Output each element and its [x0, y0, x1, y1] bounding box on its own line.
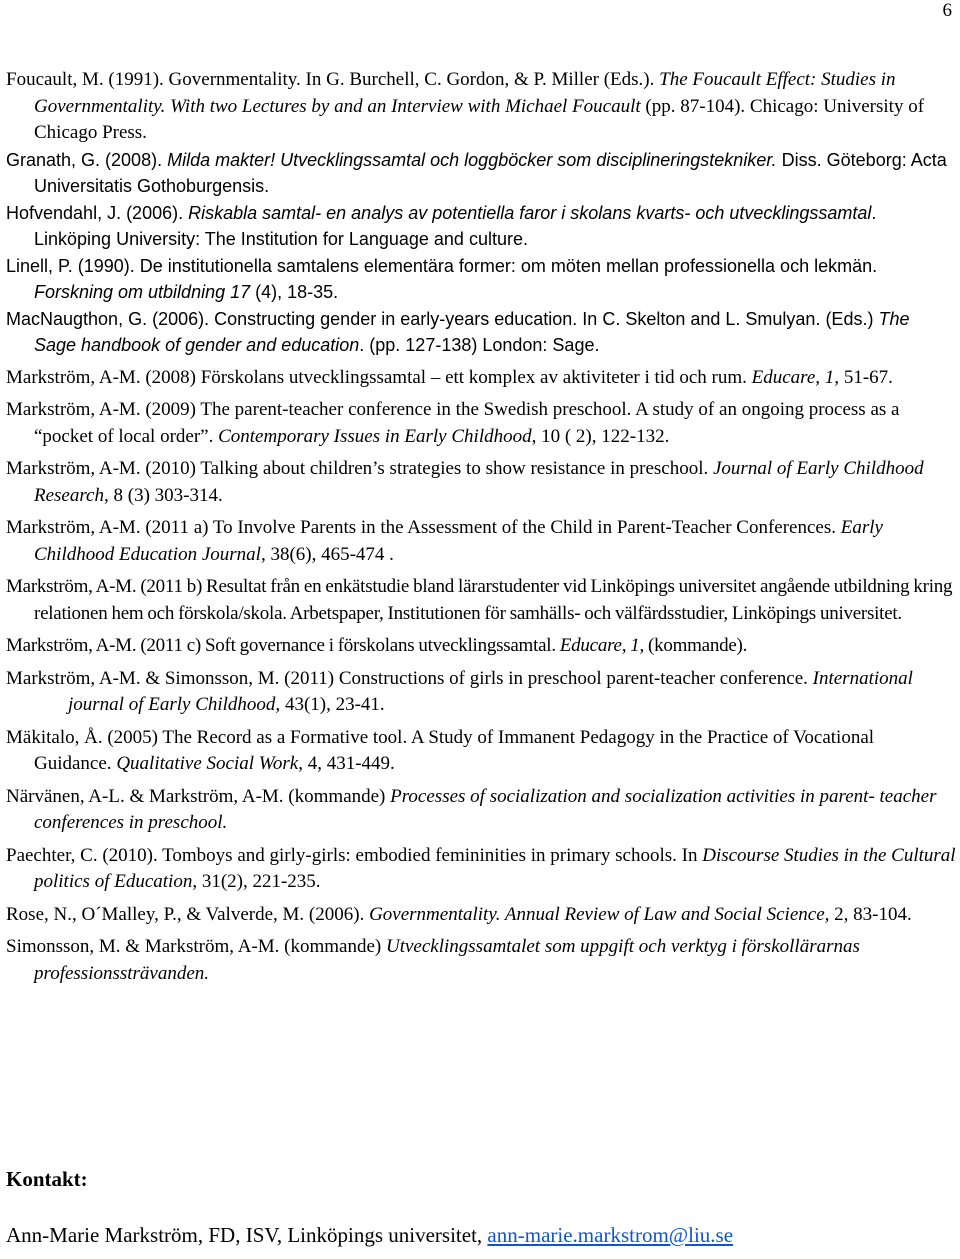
reference-title: Qualitative Social Work,	[116, 753, 303, 774]
reference-title: Discourse Studies in the Cultural politics of Education	[34, 844, 956, 892]
reference-item	[6, 934, 956, 987]
reference-item	[6, 666, 956, 719]
reference-text: Närvänen, A-L. & Markström, A-M. (kommande)	[6, 785, 391, 807]
page-number: 6	[942, 0, 952, 21]
reference-text: Paechter, C. (2010). Tomboys and girly-girls: embodied femininities in primary schools. In	[6, 844, 703, 866]
reference-item	[6, 456, 956, 509]
reference-text: , 38(6), 465-474 .	[260, 543, 394, 565]
reference-text: Markström, A-M. (2011 b) Resultat från en enkätstudie bland lärarstudenter vid Linköpings universitet angående utbildning kring relationen hem och förskola/skola. Arbetspaper, Institutionen för samhälls- och välfärdsstudier, Linköpings universitet.	[6, 576, 953, 624]
reference-item	[6, 397, 956, 450]
reference-item	[6, 306, 956, 359]
reference-text: Linell, P. (1990). De institutionella samtalens elementära former: om möten mellan professionella och lekmän.	[6, 255, 878, 276]
reference-text: 51-67.	[839, 366, 893, 388]
reference-text: 43(1), 23-41.	[280, 694, 385, 715]
reference-title: Educare, 1,	[559, 635, 644, 656]
reference-item	[6, 902, 956, 929]
reference-text: (kommande).	[644, 635, 748, 656]
contact-email-link[interactable]: ann-marie.markstrom@liu.se	[487, 1223, 734, 1247]
reference-item	[6, 633, 956, 660]
reference-text: Markström, A-M. (2010) Talking about children’s strategies to show resistance in preschool.	[6, 458, 713, 479]
reference-text: Markström, A-M. & Simonsson, M. (2011) Constructions of girls in preschool parent-teacher conference.	[6, 667, 813, 689]
reference-title: Early Childhood Education Journal	[34, 517, 883, 565]
reference-text: , 8 (3) 303-314.	[104, 484, 223, 506]
reference-text: Markström, A-M. (2008) Förskolans utvecklingssamtal – ett komplex av aktiviteter i tid och rum.	[6, 366, 752, 388]
reference-text: . Linköping University: The Institution for Language and culture.	[34, 202, 877, 249]
reference-text: 2, 83-104.	[829, 903, 912, 925]
reference-title: Milda makter! Utvecklingssamtal och loggböcker som disciplineringstekniker.	[167, 149, 777, 170]
reference-text: Granath, G. (2008).	[6, 149, 168, 170]
reference-item	[6, 365, 956, 392]
reference-text: (4), 18-35.	[250, 282, 339, 302]
contact-text: Ann-Marie Markström, FD, ISV, Linköpings universitet,	[6, 1223, 488, 1247]
reference-title: Forskning om utbildning 17	[34, 282, 251, 302]
reference-text: Markström, A-M. (2011 c) Soft governance i förskolans utvecklingssamtal.	[6, 635, 560, 656]
reference-item	[6, 515, 956, 568]
reference-text: , 31(2), 221-235.	[192, 871, 321, 892]
reference-text: . (pp. 127-138) London: Sage.	[359, 335, 600, 355]
reference-item	[6, 784, 956, 837]
reference-title: Utvecklingssamtalet som uppgift och verktyg i förskollärarnas professionssträvanden.	[34, 936, 860, 984]
reference-item	[6, 253, 956, 306]
reference-text: Rose, N., O´Malley, P., & Valverde, M. (2006).	[6, 903, 370, 925]
reference-title: Contemporary Issues in Early Childhood	[218, 425, 532, 447]
reference-item	[6, 843, 956, 896]
reference-item	[6, 147, 956, 200]
reference-text: Hofvendahl, J. (2006).	[6, 202, 189, 223]
reference-text: Simonsson, M. & Markström, A-M. (kommande)	[6, 936, 386, 957]
reference-text: , 10 ( 2), 122-132.	[531, 425, 670, 447]
reference-text: MacNaugthon, G. (2006). Constructing gender in early-years education. In C. Skelton and L. Smulyan. (Eds.)	[6, 308, 879, 329]
reference-title: Riskabla samtal- en analys av potentiella faror i skolans kvarts- och utvecklingssamtal	[188, 202, 872, 223]
reference-text: 4, 431-449.	[302, 753, 395, 774]
reference-title: International journal of Early Childhood,	[68, 667, 913, 715]
reference-text: Foucault, M. (1991). Governmentality. In G. Burchell, C. Gordon, & P. Miller (Eds.).	[6, 69, 660, 90]
reference-text: Markström, A-M. (2009) The parent-teacher conference in the Swedish preschool. A study of an ongoing process as a “pocket of local order”.	[6, 399, 900, 447]
reference-title: Processes of socialization and socialization activities in parent- teacher conferences in preschool.	[34, 785, 937, 833]
reference-text: Diss. Göteborg: Acta Universitatis Gothoburgensis.	[34, 149, 947, 196]
contact-line	[6, 1222, 733, 1249]
reference-item	[6, 725, 956, 778]
reference-item	[6, 200, 956, 253]
reference-list	[6, 67, 956, 987]
reference-title: The Sage handbook of gender and education	[34, 308, 910, 355]
reference-text: Markström, A-M. (2011 a) To Involve Parents in the Assessment of the Child in Parent-Teacher Conferences.	[6, 517, 841, 538]
reference-item	[6, 67, 956, 147]
reference-title: Educare, 1,	[751, 366, 840, 388]
contact-heading: Kontakt:	[6, 1167, 88, 1191]
reference-title: Journal of Early Childhood Research	[34, 458, 924, 506]
reference-text: Mäkitalo, Å. (2005) The Record as a Formative tool. A Study of Immanent Pedagogy in the Practice of Vocational Guidance.	[6, 726, 875, 774]
reference-title: Governmentality. Annual Review of Law and Social Science,	[369, 903, 830, 925]
reference-title: The Foucault Effect: Studies in Governmentality. With two Lectures by and an Interview with Michael Foucault	[34, 69, 896, 117]
reference-item	[6, 574, 956, 627]
reference-text: (pp. 87-104). Chicago: University of Chicago Press.	[34, 95, 925, 143]
